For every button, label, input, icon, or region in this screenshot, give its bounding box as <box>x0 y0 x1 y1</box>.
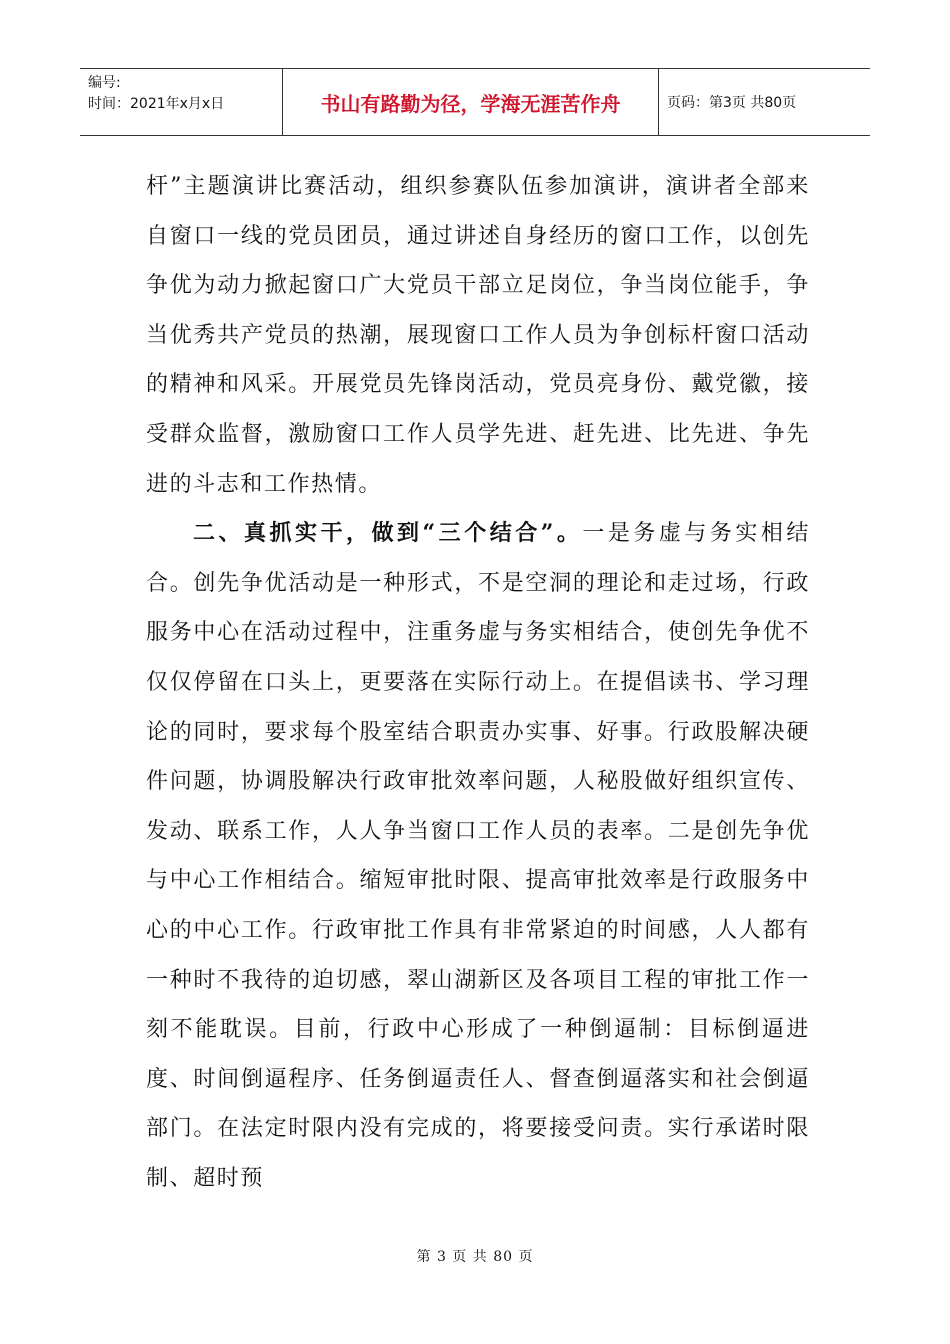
header-page-code: 页码：第3页 共80页 <box>667 95 797 111</box>
paragraph-1 <box>146 162 810 509</box>
header-motto: 书山有路勤为径，学海无涯苦作舟 <box>283 69 659 135</box>
header-meta <box>80 69 283 135</box>
page-header <box>80 68 870 136</box>
paragraph-2 <box>146 509 810 1203</box>
document-date: 时间：2021年x月x日 <box>88 96 225 112</box>
paragraph-2-lead: 二、真抓实干，做到“三个结合”。 <box>193 520 583 547</box>
paragraph-2-text: 一是务虚与务实相结合。创先争优活动是一种形式，不是空洞的理论和走过场，行政服务中心在活动过程中，注重务虚与务实相结合，使创先争优不仅仅停留在口头上，更要落在实际行动上。在提倡读书、学习理论的同时，要求每个股室结合职责办实事、好事。行政股解决硬件问题，协调股解决行政审批效率问题，人秘股做好组织宣传、发动、联系工作，人人争当窗口工作人员的表率。二是创先争优与中心工作相结合。缩短审批时限、提高审批效率是行政服务中心的中心工作。行政审批工作具有非常紧迫的时间感，人人都有一种时不我待的迫切感，翠山湖新区及各项目工程的审批工作一刻不能耽误。目前，行政中心形成了一种倒逼制：目标倒逼进度、时间倒逼程序、任务倒逼责任人、督查倒逼落实和社会倒逼部门。在法定时限内没有完成的，将要接受问责。实行承诺时限制、超时预 <box>146 521 810 1191</box>
document-number-label: 编号: <box>88 75 121 91</box>
paragraph-1-text: 杆”主题演讲比赛活动，组织参赛队伍参加演讲，演讲者全部来自窗口一线的党员团员，通过讲述自身经历的窗口工作，以创先争优为动力掀起窗口广大党员干部立足岗位，争当岗位能手，争当优秀共产党员的热潮，展现窗口工作人员为争创标杆窗口活动的精神和风采。开展党员先锋岗活动，党员亮身份、戴党徽，接受群众监督，激励窗口工作人员学先进、赶先进、比先进、争先进的斗志和工作热情。 <box>146 174 810 497</box>
document-body <box>146 162 810 1203</box>
page-footer: 第 3 页 共 80 页 <box>416 1249 534 1265</box>
